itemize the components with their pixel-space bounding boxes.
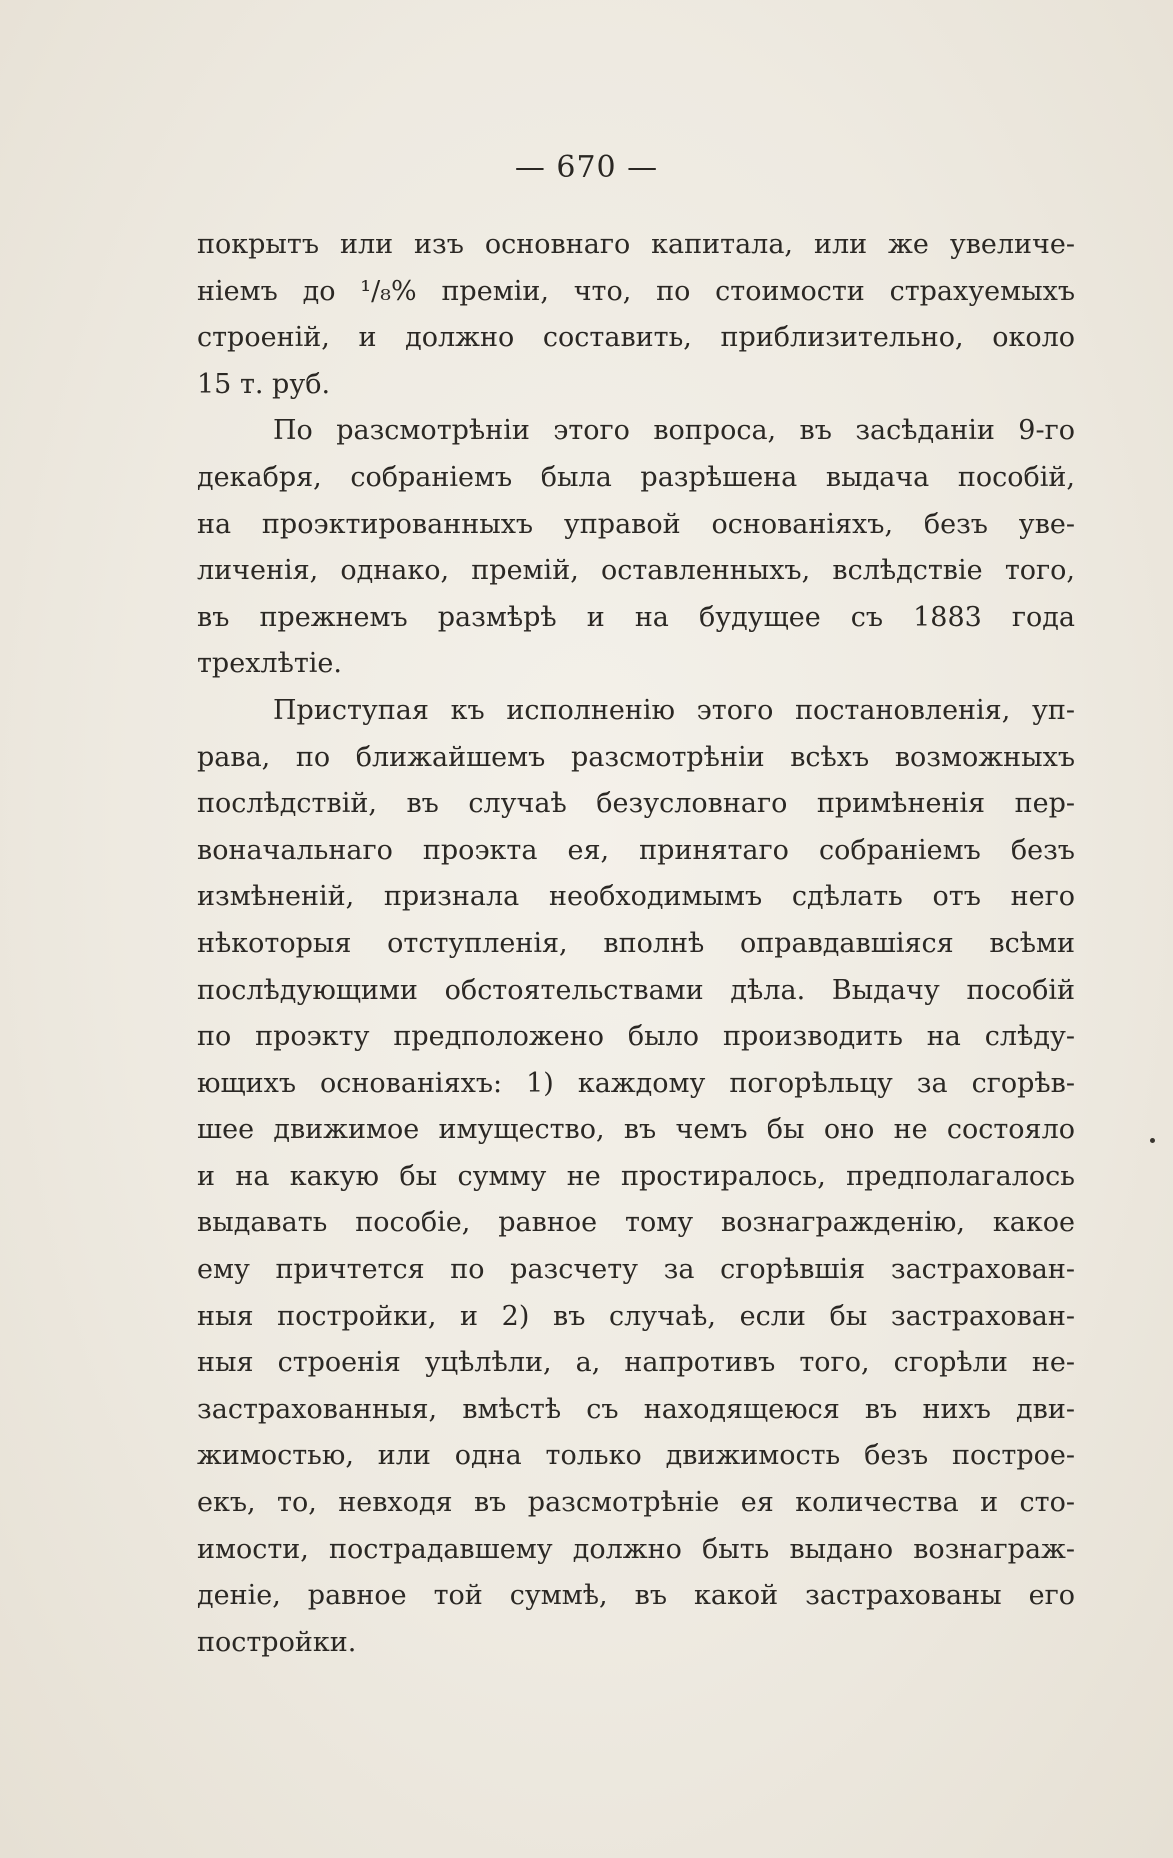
text-line: въ прежнемъ размѣрѣ и на будущее съ 1883 года [197,601,1075,633]
text-line: ныя постройки, и 2) въ случаѣ, если бы застрахован- [197,1300,1075,1332]
text-line: воначальнаго проэкта ея, принятаго собраніемъ безъ [197,834,1075,866]
text-line: ніемъ до ¹/₈% преміи, что, по стоимости страхуемыхъ [197,275,1075,307]
text-line: По разсмотрѣніи этого вопроса, въ засѣданіи 9-го [273,415,1075,447]
paragraph-3 [197,688,1075,1666]
text-line: выдавать пособіе, равное тому вознагражденію, какое [197,1207,1075,1239]
text-line: послѣдствій, въ случаѣ безусловнаго примѣненія пер- [197,788,1075,820]
text-line: постройки. [197,1626,357,1658]
text-line: застрахованныя, вмѣстѣ съ находящеюся въ нихъ дви- [197,1393,1075,1425]
text-line: измѣненій, признала необходимымъ сдѣлать отъ него [197,881,1075,913]
text-line: ющихъ основаніяхъ: 1) каждому погорѣльцу за сгорѣв- [197,1067,1075,1099]
text-line: Приступая къ исполненію этого постановленія, уп- [273,694,1075,726]
text-line: декабря, собраніемъ была разрѣшена выдача пособій, [197,461,1075,493]
text-line: послѣдующими обстоятельствами дѣла. Выдачу пособій [197,974,1075,1006]
text-line: екъ, то, невходя въ разсмотрѣніе ея количества и сто- [197,1487,1075,1519]
text-line: жимостью, или одна только движимость безъ построе- [197,1440,1075,1472]
text-line: личенія, однако, премій, оставленныхъ, вслѣдствіе того, [197,555,1075,587]
text-line: трехлѣтіе. [197,648,342,680]
text-line: на проэктированныхъ управой основаніяхъ, безъ уве- [197,508,1075,540]
text-line: покрытъ или изъ основнаго капитала, или же увеличе- [197,229,1075,260]
text-line: строеній, и должно составить, приблизительно, около [197,322,1075,354]
body-text [197,222,1075,1666]
text-line: и на какую бы сумму не простиралось, предполагалось [197,1160,1075,1192]
text-line: ему причтется по разсчету за сгорѣвшія застрахован- [197,1254,1075,1286]
text-line: имости, пострадавшему должно быть выдано вознаграж- [197,1533,1075,1565]
paragraph-1 [197,222,1075,408]
text-line: нѣкоторыя отступленія, вполнѣ оправдавшіяся всѣми [197,927,1075,959]
ink-speck [1150,1138,1155,1143]
text-line: по проэкту предположено было производить на слѣду- [197,1021,1075,1053]
text-line: 15 т. руб. [197,368,331,400]
text-line: рава, по ближайшемъ разсмотрѣніи всѣхъ возможныхъ [197,741,1075,773]
paragraph-2 [197,408,1075,688]
text-line: шее движимое имущество, въ чемъ бы оно не состояло [197,1114,1075,1146]
page-number: — 670 — [514,150,659,185]
text-line: деніе, равное той суммѣ, въ какой застрахованы его [197,1580,1075,1612]
text-line: ныя строенія уцѣлѣли, а, напротивъ того, сгорѣли не- [197,1347,1075,1379]
